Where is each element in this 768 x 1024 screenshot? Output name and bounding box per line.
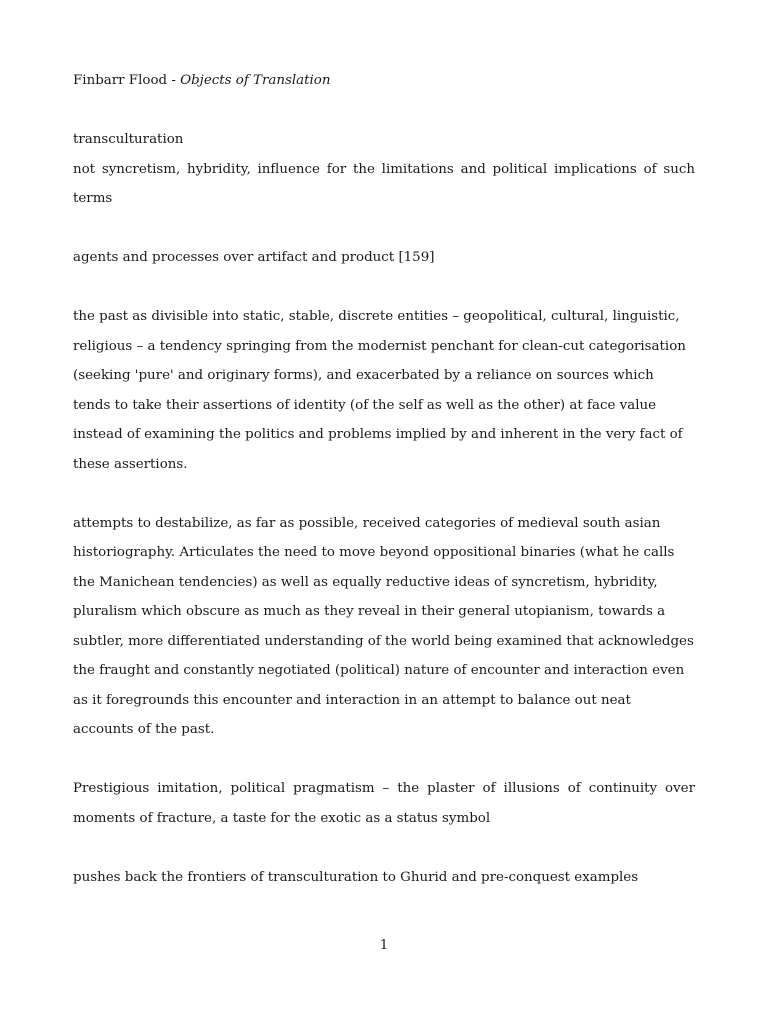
paragraph-destabilize: attempts to destabilize, as far as possible, received categories of medieval south asian historiography. Articulates the need to move beyond oppositional binaries (what he calls the Manichean tendencies) as well as equally reductive ideas of syncretism, hybridity, pluralism which obscure as much as they reveal in their general utopianism, towards a subtler, more differentiated understanding of the world being examined that acknowledges the fraught and constantly negotiated (political) nature of encounter and interaction even as it foregrounds this encounter and interaction in an attempt to balance out neat accounts of the past.	[73, 515, 694, 737]
work-title: Objects of Translation	[180, 73, 331, 88]
paragraph-agents-processes: agents and processes over artifact and product [159]	[73, 250, 435, 265]
document-body	[73, 66, 695, 892]
paragraph-gap	[73, 745, 695, 775]
paragraph-gap	[73, 273, 695, 303]
paragraph-transculturation: transculturation	[73, 132, 184, 147]
author-name: Finbarr Flood -	[73, 73, 181, 88]
paragraph-gap	[73, 214, 695, 244]
paragraph-frontiers: pushes back the frontiers of transculturation to Ghurid and pre-conquest examples	[73, 869, 639, 885]
paragraph-gap	[73, 96, 695, 126]
page-number: 1	[379, 938, 389, 953]
document-heading	[73, 66, 695, 96]
paragraph-gap	[73, 833, 695, 863]
paragraph-past-divisible: the past as divisible into static, stable, discrete entities – geopolitical, cultural, linguistic, religious – a tendency springing from the modernist penchant for clean-cut categorisation (seeking 'pure' and originary forms), and exacerbated by a reliance on sources which tends to take their assertions of identity (of the self as well as the other) at face value instead of examining the politics and problems implied by and inherent in the very fact of these assertions.	[73, 309, 686, 472]
paragraph-gap	[73, 479, 695, 509]
paragraph-prestigious-imitation: Prestigious imitation, political pragmatism – the plaster of illusions of continuity over moments of fracture, a taste for the exotic as a status symbol	[73, 781, 695, 826]
paragraph-not-syncretism: not syncretism, hybridity, influence for the limitations and political implications of such terms	[73, 161, 695, 206]
